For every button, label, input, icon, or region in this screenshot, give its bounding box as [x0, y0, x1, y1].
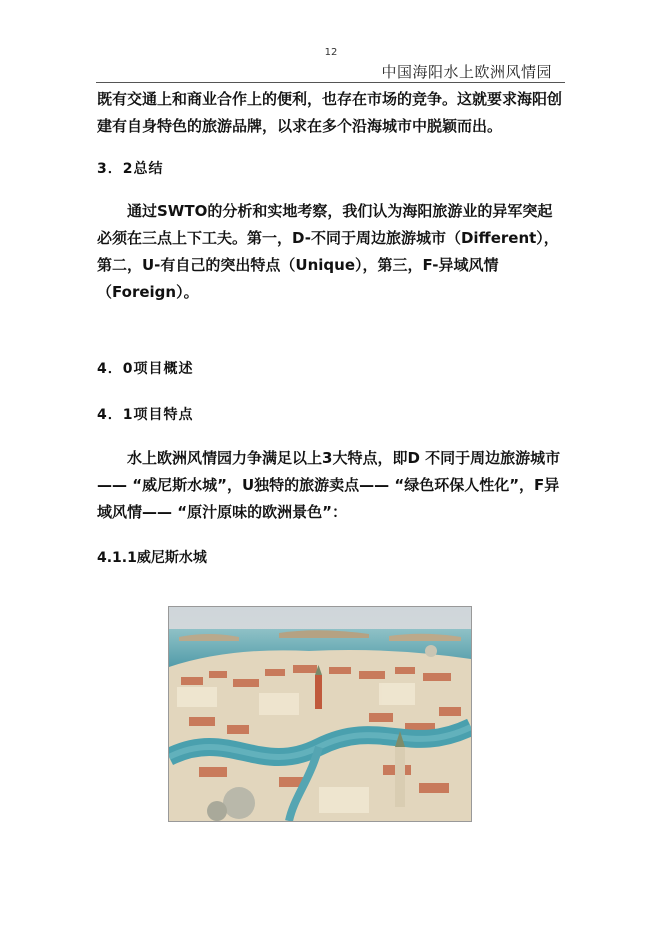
- venice-illustration: [168, 606, 472, 822]
- intro-paragraph: 既有交通上和商业合作上的便利，也存在市场的竞争。这就要求海阳创建有自身特色的旅游品牌，以求在多个沿海城市中脱颖而出。: [97, 90, 563, 135]
- section-4-1-heading: 4．1项目特点: [97, 407, 194, 423]
- section-4-1-1-heading: 4.1.1威尼斯水城: [97, 550, 207, 566]
- section-4-1-paragraph: 水上欧洲风情园力争满足以上3大特点，即D 不同于周边旅游城市—— “威尼斯水城”，U独特的旅游卖点—— “绿色环保人性化”，F异域风情—— “原汁原味的欧洲景色”：: [97, 449, 561, 521]
- section-3-2-heading: 3．2总结: [97, 161, 164, 177]
- venice-illustration-svg: [169, 607, 471, 821]
- page-number: 12: [324, 47, 338, 58]
- running-header-title: 中国海阳水上欧洲风情园: [381, 63, 552, 81]
- section-4-0-heading: 4．0项目概述: [97, 361, 194, 377]
- intro-paragraph-block: [97, 86, 567, 140]
- header-divider: [96, 82, 565, 83]
- section-3-2-paragraph: 通过SWTO的分析和实地考察，我们认为海阳旅游业的异军突起必须在三点上下工夫。第一，D-不同于周边旅游城市（Different），第二，U-有自己的突出特点（Unique），第三，F-异域风情（Foreign）。: [97, 202, 559, 301]
